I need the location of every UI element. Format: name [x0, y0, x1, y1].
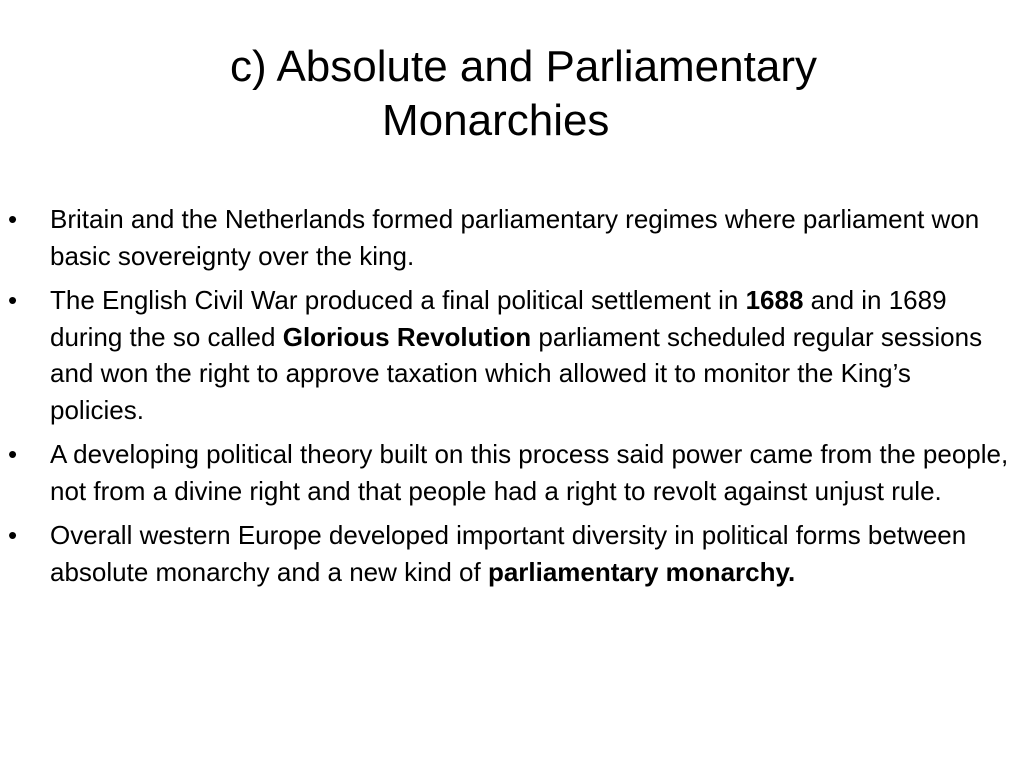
- slide-title: [0, 40, 1024, 148]
- bullet-text: [50, 439, 1008, 506]
- bullet-text-part: A developing political theory built on this process said power came from the people, not from a divine right and that people had a right to revolt against unjust rule.: [50, 439, 1009, 506]
- bullet-item: [0, 201, 1010, 274]
- bullet-text-bold-part: Glorious Revolution: [282, 321, 532, 352]
- bullet-text: [50, 520, 966, 587]
- bullet-text: [50, 285, 982, 425]
- bullet-text-bold-part: 1688: [745, 285, 804, 315]
- bullet-text: [50, 204, 979, 271]
- bullet-item: [0, 282, 1010, 428]
- bullet-marker-icon: •: [8, 439, 18, 469]
- bullet-item: [0, 517, 1010, 590]
- bullet-text-part: Overall western Europe developed important diversity in political forms between absolute monarchy and a new kind of: [50, 520, 967, 587]
- bullet-text-part: Britain and the Netherlands formed parliamentary regimes where parliament won basic sovereignty over the king.: [50, 204, 980, 271]
- bullet-text-part: The English Civil War produced a final political settlement in: [50, 285, 746, 315]
- bullet-text-part: parliament scheduled regular sessions and won the right to approve taxation which allowed it to monitor the King’s policies.: [50, 321, 983, 425]
- bullet-marker-icon: •: [8, 285, 18, 315]
- bullet-text-part: and in 1689 during the so called: [50, 285, 947, 352]
- slide-title-line-2: Monarchies: [382, 96, 610, 145]
- bullet-marker-icon: •: [8, 520, 18, 550]
- slide-title-line-1: c) Absolute and Parliamentary: [230, 42, 817, 91]
- bullet-item: [0, 436, 1010, 509]
- bullet-marker-icon: •: [8, 204, 18, 234]
- bullet-text-bold-part: parliamentary monarchy.: [487, 556, 796, 587]
- bullet-list: [0, 201, 1010, 598]
